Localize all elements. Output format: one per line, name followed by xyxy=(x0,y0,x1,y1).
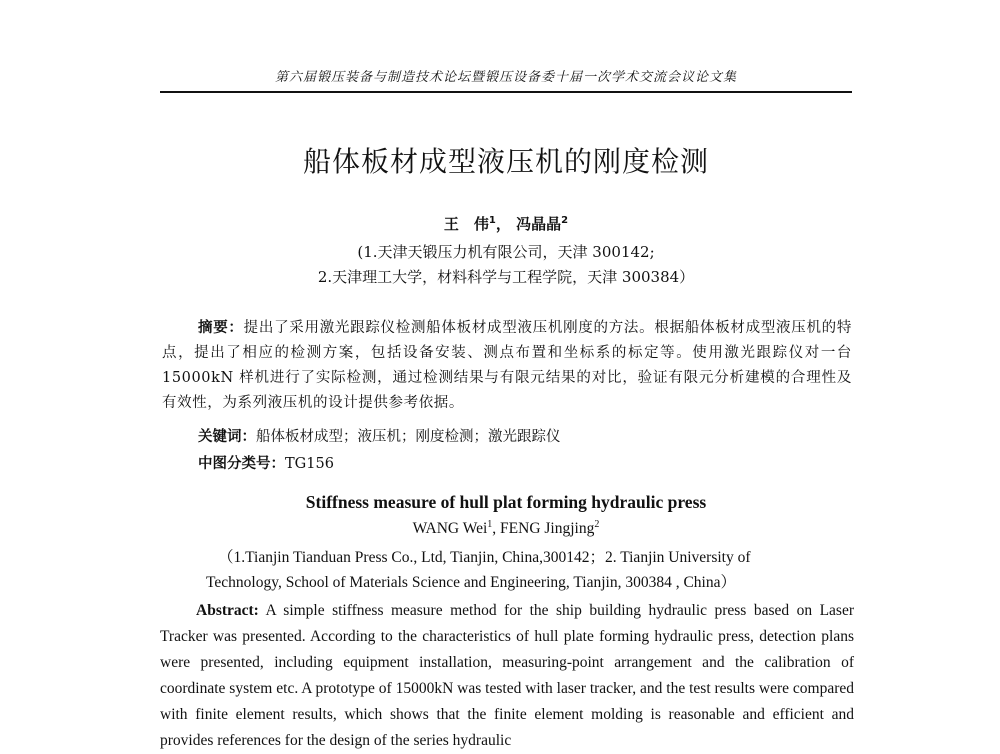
paper-title-en: Stiffness measure of hull plat forming hydraulic press xyxy=(305,492,707,512)
abstract-cn-label: 摘要： xyxy=(198,320,244,336)
authors-cn xyxy=(160,213,852,234)
author2-en: FENG Jingjing xyxy=(500,520,595,538)
abstract-cn xyxy=(162,316,852,416)
classification-label: 中图分类号： xyxy=(198,456,285,472)
abstract-en-text: A simple stiffness measure method for the ship building hydraulic press based on Laser Tracker was presented. According to the characteristics of hull plate forming hydraulic press, detection plans were presented, including equipment installation, measuring-point arrangement and the calibration of coordinate system etc. A prototype of 15000kN was tested with laser tracker, and the test results were compared with finite element results, which shows that the finite element molding is reasonable and efficient and provides references for the design of the series hydraulic xyxy=(160,602,854,749)
abstract-en-label: Abstract: xyxy=(196,602,259,619)
header-rule xyxy=(160,91,852,93)
classification-number xyxy=(198,452,334,473)
authors-en xyxy=(160,519,852,538)
paper-title-cn: 船体板材成型液压机的刚度检测 xyxy=(302,145,709,178)
affiliation-en-line2: Technology, School of Materials Science and Engineering, Tianjin, 300384 , China） xyxy=(206,574,736,591)
keywords-cn-label: 关键词： xyxy=(198,429,256,445)
author-separator-en: , xyxy=(492,520,501,538)
author1-en-sup: 1 xyxy=(487,519,493,530)
author1-en: WANG Wei xyxy=(412,520,488,538)
abstract-cn-text: 提出了采用激光跟踪仪检测船体板材成型液压机刚度的方法。根据船体板材成型液压机的特点，提出了相应的检测方案，包括设备安装、测点布置和坐标系的标定等。使用激光跟踪仪对一台 15000kN 样机进行了实际检测，通过检测结果与有限元结果的对比，验证有限元分析建模的合理性及有效性，为系列液压机的设计提供参考依据。 xyxy=(162,320,852,411)
affiliation-cn-line1: (1.天津天锻压力机有限公司，天津 300142; xyxy=(357,243,655,261)
abstract-en xyxy=(160,598,854,754)
author2-cn-sup: 2 xyxy=(561,215,569,226)
affiliation-cn-line2: 2.天津理工大学，材料科学与工程学院，天津 300384） xyxy=(317,268,695,286)
author1-cn: 王 伟 xyxy=(443,215,489,233)
author2-en-sup: 2 xyxy=(594,519,600,530)
keywords-cn xyxy=(198,425,561,446)
running-header: 第六届锻压装备与制造技术论坛暨锻压设备委十届一次学术交流会议论文集 xyxy=(274,70,737,85)
author2-cn: 冯晶晶 xyxy=(516,215,562,233)
author-separator-cn: ， xyxy=(495,215,511,233)
keywords-cn-text: 船体板材成型；液压机；刚度检测；激光跟踪仪 xyxy=(256,429,561,445)
classification-text: TG156 xyxy=(285,456,334,472)
author1-cn-sup: 1 xyxy=(488,215,496,226)
affiliation-en-line1: （1.Tianjin Tianduan Press Co., Ltd, Tianjin, China,300142；2. Tianjin University of xyxy=(218,549,751,566)
